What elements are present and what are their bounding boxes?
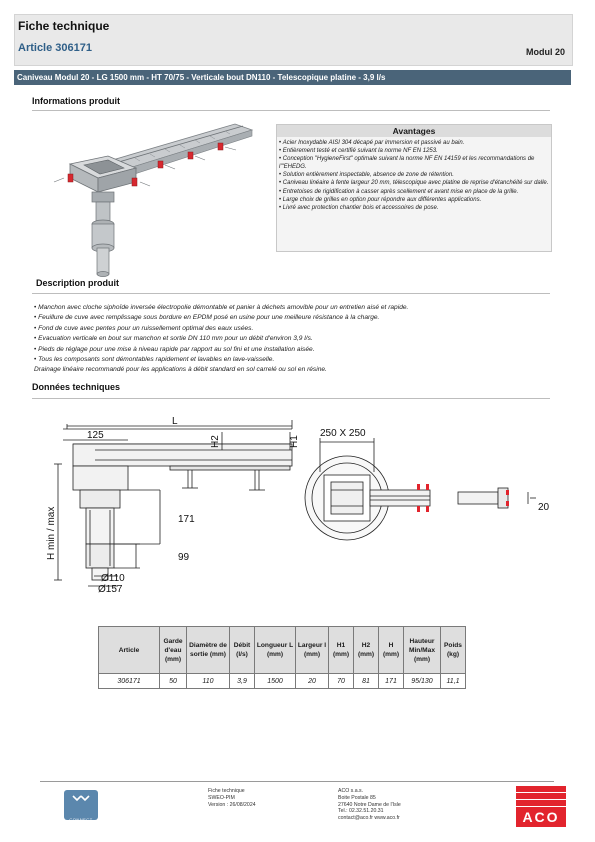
footer-doc-line: Version : 26/08/2024 (208, 801, 256, 808)
footer-doc-line: Fiche technique (208, 788, 245, 794)
table-header: Longueur L (mm) (255, 627, 296, 674)
connect-badge (64, 790, 98, 820)
advantage-item: • Large choix de grilles en option pour répondre aux différentes applications. (279, 196, 549, 204)
advantage-item: • Conception "HygieneFirst" optimale suivant la norme NF EN 14159 et les recommandations de l'"EHEDG. (279, 155, 549, 171)
dim-L: L (172, 416, 178, 427)
model-name: Modul 20 (525, 47, 565, 57)
description-item: • Evacuation verticale en bout sur manchon et sortie DN 110 mm pour un débit d'environ 3,9 l/s. (34, 334, 554, 344)
footer-address-line: contact@aco.fr www.aco.fr (338, 815, 400, 822)
dim-H1: H1 (289, 435, 300, 448)
table-cell: 81 (354, 674, 379, 689)
footer-address-line: 27640 Notre Dame de l'Isle (338, 801, 401, 808)
dim-125: 125 (87, 430, 104, 441)
table-cell: 70 (329, 674, 354, 689)
table-cell: 95/130 (404, 674, 441, 689)
product-title-bar: Caniveau Modul 20 - LG 1500 mm - HT 70/75 - Verticale bout DN110 - Telescopique platine - 3,9 l/s (14, 70, 571, 85)
dim-diameter-110: Ø110 (101, 573, 125, 584)
table-cell: 171 (379, 674, 404, 689)
table-header: Débit (l/s) (230, 627, 255, 674)
aco-logo (516, 786, 566, 827)
section-title-info: Informations produit (32, 96, 120, 106)
section-rule (32, 110, 550, 111)
dim-h-min-max: H min / max (46, 506, 57, 560)
table-cell: 1500 (255, 674, 296, 689)
footer-address-line: ACO s.a.s. (338, 788, 364, 794)
footer-doc-info (208, 788, 256, 808)
description-item: • Tous les composants sont démontables rapidement et lavables en lave-vaisselle. (34, 355, 554, 365)
table-cell: 3,9 (230, 674, 255, 689)
table-header: H (mm) (379, 627, 404, 674)
chevron-down-icon (64, 790, 98, 810)
table-cell: 20 (296, 674, 329, 689)
table-header: Largeur l (mm) (296, 627, 329, 674)
dim-20: 20 (538, 502, 550, 513)
table-header: Garde d'eau (mm) (160, 627, 187, 674)
footer-address-line: Boite Postale 85 (338, 794, 376, 801)
table-header: H2 (mm) (354, 627, 379, 674)
description-item: • Feuillure de cuve avec remplissage sous bordure en EPDM posé en usine pour une meilleure résistance à la charge. (34, 313, 554, 323)
section-rule (32, 293, 550, 294)
advantage-item: • Solution entièrement inspectable, absence de zone de rétention. (279, 171, 549, 179)
technical-drawing (40, 410, 560, 615)
table-header: Article (99, 627, 160, 674)
section-title-technical: Données techniques (32, 382, 121, 392)
advantage-item: • Caniveau linéaire à fente largeur 20 mm, télescopique avec platine de reprise d'étanchéité sur dalle. (279, 179, 549, 187)
table-header: Diamètre de sortie (mm) (187, 627, 230, 674)
description-item: • Manchon avec cloche siphoïde inversée électropolie démontable et panier à déchets amovible pour un entretien aisé et rapide. (34, 303, 554, 313)
advantage-item: • Entièrement testé et certifié suivant la norme NF EN 1253. (279, 147, 549, 155)
dim-99: 99 (178, 552, 190, 563)
dim-250x250: 250 X 250 (320, 428, 366, 439)
table-header: H1 (mm) (329, 627, 354, 674)
advantage-item: • Acier Inoxydable AISI 304 décapé par immersion et passivé au bain. (279, 139, 549, 147)
aco-logo-text: ACO (522, 809, 560, 825)
footer-address-line: Tel.: 02.32.51.20.31 (338, 808, 384, 815)
description-list (34, 303, 554, 376)
dim-diameter-157: Ø157 (98, 584, 123, 595)
footer-address (338, 788, 401, 822)
spec-table (98, 626, 466, 689)
table-header: Hauteur Min/Max (mm) (404, 627, 441, 674)
advantage-item: • Entretoises de rigidification à casser après scellement et avant mise en place de la grille. (279, 188, 549, 196)
advantage-item: • Livré avec protection chantier bois et accessoires de pose. (279, 204, 549, 212)
table-row (99, 674, 466, 689)
dim-H2: H2 (210, 435, 221, 448)
badge-label: CONNECT (69, 817, 93, 822)
section-rule (32, 398, 550, 399)
article-number: Article 306171 (18, 42, 92, 54)
footer-rule (40, 781, 554, 782)
footer-doc-line: SWEO-PIM (208, 794, 235, 801)
document-title: Fiche technique (18, 19, 110, 33)
description-item: • Fond de cuve avec pentes pour un ruissellement optimal des eaux usées. (34, 324, 554, 334)
description-item: • Pieds de réglage pour une mise à niveau rapide par rapport au sol fini et une installation aisée. (34, 345, 554, 355)
table-cell: 110 (187, 674, 230, 689)
dim-171: 171 (178, 514, 195, 525)
advantages-title: Avantages (277, 125, 551, 137)
table-cell: 306171 (99, 674, 160, 689)
advantages-list (279, 139, 549, 212)
table-cell: 11,1 (441, 674, 466, 689)
section-title-description: Description produit (36, 278, 119, 288)
product-image (40, 116, 270, 281)
table-cell: 50 (160, 674, 187, 689)
table-header: Poids (kg) (441, 627, 466, 674)
description-item: Drainage linéaire recommandé pour les applications à débit standard en sol carrelé ou sol en résine. (34, 366, 327, 374)
